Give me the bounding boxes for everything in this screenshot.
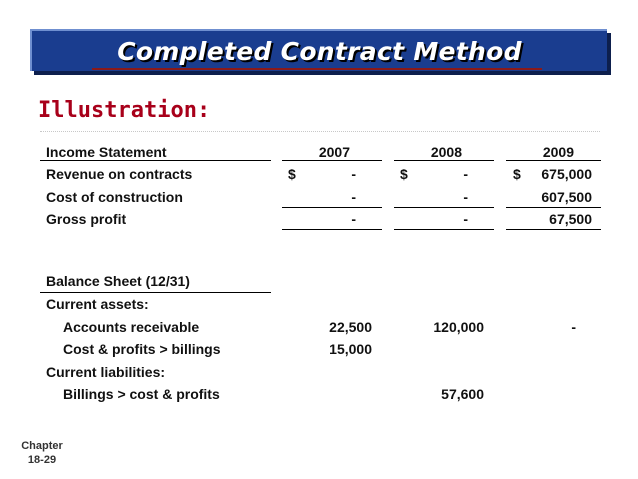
chapter-label [20,439,64,467]
header-rule-2007 [282,160,382,161]
bcp-2008: 57,600 [441,386,484,402]
balance-sheet-rule [40,292,271,293]
illustration-heading: Illustration: [38,98,211,123]
row-label-billings-cost-profits: Billings > cost & profits [63,386,220,402]
gp-rule-2009 [506,229,601,230]
ar-2009: - [571,319,576,335]
title-underline [92,68,542,70]
gp-rule-2008 [394,229,494,230]
slide-title: Completed Contract Method [117,36,522,66]
cost-2008: - [463,189,468,205]
ar-2007: 22,500 [329,319,372,335]
header-rule-label [40,160,271,161]
gross-profit-2008: - [463,211,468,227]
row-label-accounts-receivable: Accounts receivable [63,319,200,335]
header-rule-2008 [394,160,494,161]
cost-rule-2008 [394,207,494,208]
row-label-gross-profit: Gross profit [46,211,127,227]
revenue-2009: 675,000 [541,166,592,182]
row-label-revenue: Revenue on contracts [46,166,193,182]
cost-rule-2007 [282,207,382,208]
chapter-page: 18-29 [27,454,57,466]
revenue-2007: - [351,166,356,182]
gross-profit-2009: 67,500 [549,211,592,227]
current-liabilities-label: Current liabilities: [46,364,166,380]
cost-rule-2009 [506,207,601,208]
gross-profit-2007: - [351,211,356,227]
chapter-word: Chapter [21,440,63,452]
row-label-cost: Cost of construction [46,189,183,205]
year-2007: 2007 [318,144,350,160]
income-statement-header: Income Statement [46,144,167,160]
header-rule-2009 [506,160,601,161]
year-2008: 2008 [430,144,462,160]
revenue-2008: - [463,166,468,182]
year-2009: 2009 [542,144,574,160]
dollar-sign-2008: $ [400,166,408,182]
row-label-cost-profits-billings: Cost & profits > billings [63,341,221,357]
ar-2008: 120,000 [433,319,484,335]
gp-rule-2007 [282,229,382,230]
title-banner [30,29,607,71]
cost-2007: - [351,189,356,205]
balance-sheet-header: Balance Sheet (12/31) [46,273,190,289]
cost-2009: 607,500 [541,189,592,205]
dollar-sign-2007: $ [288,166,296,182]
cpb-2007: 15,000 [329,341,372,357]
dollar-sign-2009: $ [513,166,521,182]
current-assets-label: Current assets: [46,296,149,312]
dotted-divider [40,131,600,132]
